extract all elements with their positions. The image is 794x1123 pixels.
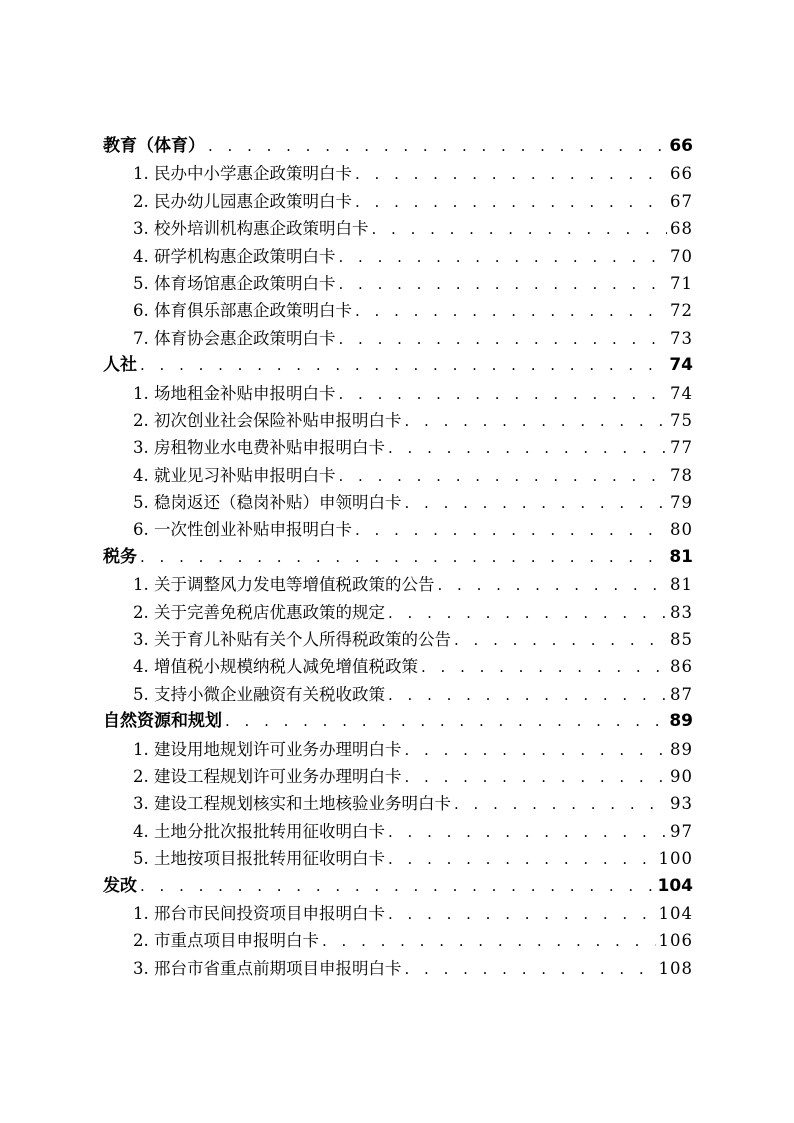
table-of-contents (103, 133, 693, 982)
entry-title: 3. 邢台市省重点前期项目申报明白卡 (133, 958, 402, 978)
page-number: 100 (658, 849, 693, 869)
page-number: 67 (670, 191, 693, 211)
page-number: 80 (670, 520, 693, 540)
entry-title: 1. 邢台市民间投资项目申报明白卡 (133, 903, 385, 923)
page-number: 66 (669, 136, 693, 156)
dot-leader (388, 819, 667, 846)
page-number: 77 (670, 438, 693, 458)
page-number: 68 (670, 219, 693, 239)
entry-title: 6. 体育俱乐部惠企政策明白卡 (133, 301, 352, 321)
entry-title: 1. 建设用地规划许可业务办理明白卡 (133, 739, 402, 759)
section-title: 人社 (103, 355, 137, 376)
toc-entry[interactable] (103, 215, 693, 242)
dot-leader (339, 271, 668, 298)
entry-title: 5. 体育场馆惠企政策明白卡 (133, 273, 336, 293)
dot-leader (355, 189, 667, 216)
toc-entry[interactable] (103, 489, 693, 516)
toc-entry[interactable] (103, 626, 693, 653)
page-number: 89 (669, 711, 693, 732)
toc-entry[interactable] (103, 188, 693, 215)
page-number: 79 (670, 493, 693, 513)
dot-leader (388, 600, 667, 627)
entry-title: 2. 民办幼儿园惠企政策明白卡 (133, 191, 352, 211)
toc-entry[interactable] (103, 380, 693, 407)
page-number: 87 (670, 684, 693, 704)
toc-entry[interactable] (103, 955, 693, 982)
dot-leader (454, 627, 667, 654)
dot-leader (140, 873, 655, 900)
section-title: 发改 (103, 875, 137, 896)
entry-title: 2. 关于完善免税店优惠政策的规定 (133, 602, 385, 622)
dot-leader (405, 490, 668, 517)
dot-leader (438, 572, 668, 599)
entry-title: 4. 研学机构惠企政策明白卡 (133, 246, 336, 266)
page-number: 86 (670, 657, 693, 677)
entry-title: 1. 关于调整风力发电等增值税政策的公告 (133, 575, 435, 595)
entry-title: 3. 建设工程规划核实和土地核验业务明白卡 (133, 794, 451, 814)
toc-entry[interactable] (103, 571, 693, 598)
entry-title: 7. 体育协会惠企政策明白卡 (133, 328, 336, 348)
dot-leader (388, 901, 656, 928)
toc-section-heading[interactable] (103, 708, 693, 735)
dot-leader (372, 216, 668, 243)
page-number: 93 (670, 794, 693, 814)
entry-title: 3. 校外培训机构惠企政策明白卡 (133, 219, 369, 239)
entry-title: 5. 土地按项目报批转用征收明白卡 (133, 849, 385, 869)
toc-entry[interactable] (103, 736, 693, 763)
dot-leader (388, 682, 667, 709)
dot-leader (225, 708, 666, 735)
dot-leader (339, 326, 668, 353)
page-number: 66 (670, 164, 693, 184)
page-number: 73 (670, 328, 693, 348)
dot-leader (355, 161, 667, 188)
page-number: 71 (670, 273, 693, 293)
page-number: 83 (670, 602, 693, 622)
entry-title: 1. 场地租金补贴申报明白卡 (133, 383, 336, 403)
dot-leader (322, 928, 656, 955)
page-number: 108 (658, 958, 693, 978)
entry-title: 4. 土地分批次报批转用征收明白卡 (133, 821, 385, 841)
toc-section-heading[interactable] (103, 873, 693, 900)
entry-title: 4. 就业见习补贴申报明白卡 (133, 465, 336, 485)
dot-leader (339, 244, 668, 271)
toc-entry[interactable] (103, 599, 693, 626)
page-number: 97 (670, 821, 693, 841)
dot-leader (405, 737, 668, 764)
page-number: 106 (658, 931, 693, 951)
toc-entry[interactable] (103, 462, 693, 489)
toc-entry[interactable] (103, 900, 693, 927)
toc-entry[interactable] (103, 434, 693, 461)
toc-entry[interactable] (103, 681, 693, 708)
dot-leader (339, 463, 668, 490)
toc-entry[interactable] (103, 790, 693, 817)
dot-leader (405, 764, 668, 791)
page-number: 75 (670, 410, 693, 430)
dot-leader (140, 544, 666, 571)
dot-leader (339, 381, 668, 408)
toc-entry[interactable] (103, 845, 693, 872)
toc-entry[interactable] (103, 270, 693, 297)
toc-entry[interactable] (103, 407, 693, 434)
entry-title: 2. 建设工程规划许可业务办理明白卡 (133, 766, 402, 786)
toc-entry[interactable] (103, 325, 693, 352)
entry-title: 6. 一次性创业补贴申报明白卡 (133, 520, 352, 540)
toc-section-heading[interactable] (103, 544, 693, 571)
section-title: 税务 (103, 546, 137, 567)
toc-entry[interactable] (103, 160, 693, 187)
toc-section-heading[interactable] (103, 352, 693, 379)
entry-title: 1. 民办中小学惠企政策明白卡 (133, 164, 352, 184)
entry-title: 5. 支持小微企业融资有关税收政策 (133, 684, 385, 704)
section-title: 自然资源和规划 (103, 711, 222, 732)
dot-leader (355, 517, 667, 544)
toc-section-heading[interactable] (103, 133, 693, 160)
dot-leader (388, 435, 667, 462)
dot-leader (355, 298, 667, 325)
entry-title: 4. 增值税小规模纳税人减免增值税政策 (133, 657, 418, 677)
toc-entry[interactable] (103, 243, 693, 270)
page-number: 70 (670, 246, 693, 266)
page-number: 85 (670, 630, 693, 650)
page-number: 74 (670, 383, 693, 403)
toc-entry[interactable] (103, 818, 693, 845)
entry-title: 3. 房租物业水电费补贴申报明白卡 (133, 438, 385, 458)
dot-leader (421, 654, 667, 681)
page-number: 81 (669, 546, 693, 567)
dot-leader (388, 846, 656, 873)
toc-entry[interactable] (103, 516, 693, 543)
entry-title: 5. 稳岗返还（稳岗补贴）申领明白卡 (133, 493, 402, 513)
dot-leader (208, 133, 666, 160)
page-number: 78 (670, 465, 693, 485)
dot-leader (140, 352, 666, 379)
entry-title: 2. 初次创业社会保险补贴申报明白卡 (133, 410, 402, 430)
section-title: 教育（体育） (103, 136, 205, 156)
page-number: 74 (669, 355, 693, 376)
dot-leader (405, 408, 668, 435)
page-number: 81 (670, 575, 693, 595)
toc-entry[interactable] (103, 653, 693, 680)
dot-leader (454, 791, 667, 818)
page-number: 104 (658, 903, 693, 923)
toc-entry[interactable] (103, 297, 693, 324)
page-number: 72 (670, 301, 693, 321)
page-number: 104 (657, 875, 693, 896)
dot-leader (405, 956, 656, 983)
page-number: 90 (670, 766, 693, 786)
entry-title: 2. 市重点项目申报明白卡 (133, 931, 319, 951)
toc-entry[interactable] (103, 763, 693, 790)
page-number: 89 (670, 739, 693, 759)
entry-title: 3. 关于育儿补贴有关个人所得税政策的公告 (133, 630, 451, 650)
toc-entry[interactable] (103, 927, 693, 954)
